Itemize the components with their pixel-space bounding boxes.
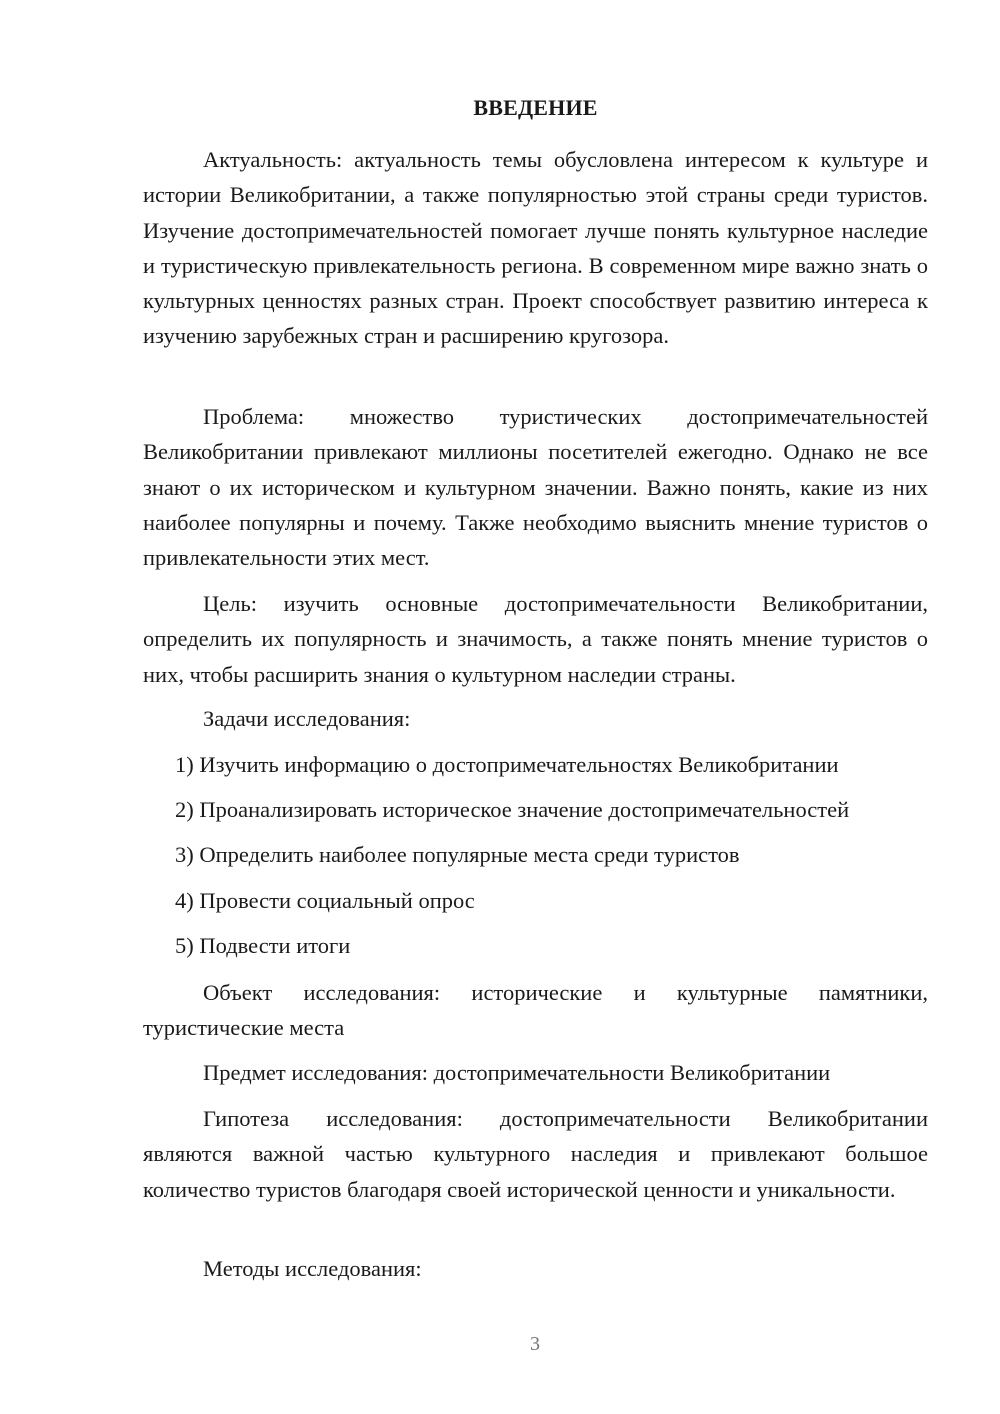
paragraph-relevance: Актуальность: актуальность темы обусловлена интересом к культуре и истории Великобритании, а также популярностью этой страны среди туристов. Изучение достопримечательностей помогает лучше понять культурное наследие и туристическую привлекательность региона. В современном мире важно знать о культурных ценностях разных стран. Проект способствует развитию интереса к изучению зарубежных стран и расширению кругозора. (143, 147, 928, 349)
task-item-4: 4) Провести социальный опрос (175, 888, 475, 913)
task-item-3: 3) Определить наиболее популярные места среди туристов (175, 842, 740, 867)
methods-title: Методы исследования: (203, 1256, 422, 1281)
paragraph-hypothesis: Гипотеза исследования: достопримечательности Великобритании являются важной частью культурного наследия и привлекают большое количество туристов благодаря своей исторической ценности и уникальности. (143, 1106, 928, 1202)
task-item-5: 5) Подвести итоги (175, 933, 351, 958)
paragraph-subject: Предмет исследования: достопримечательности Великобритании (203, 1060, 831, 1085)
task-item-1: 1) Изучить информацию о достопримечательностях Великобритании (175, 752, 839, 777)
task-item-2: 2) Проанализировать историческое значение достопримечательностей (175, 797, 850, 822)
page-number: 3 (530, 1333, 540, 1355)
paragraph-problem: Проблема: множество туристических достопримечательностей Великобритании привлекают миллионы посетителей ежегодно. Однако не все знают о их историческом и культурном значении. Важно понять, какие из них наиболее популярны и почему. Также необходимо выяснить мнение туристов о привлекательности этих мест. (143, 404, 928, 571)
paragraph-goal: Цель: изучить основные достопримечательности Великобритании, определить их популярность и значимость, а также понять мнение туристов о них, чтобы расширить знания о культурном наследии страны. (143, 591, 928, 687)
paragraph-object: Объект исследования: исторические и культурные памятники, туристические места (143, 980, 928, 1041)
section-heading: ВВЕДЕНИЕ (473, 95, 598, 120)
tasks-title: Задачи исследования: (203, 706, 411, 731)
